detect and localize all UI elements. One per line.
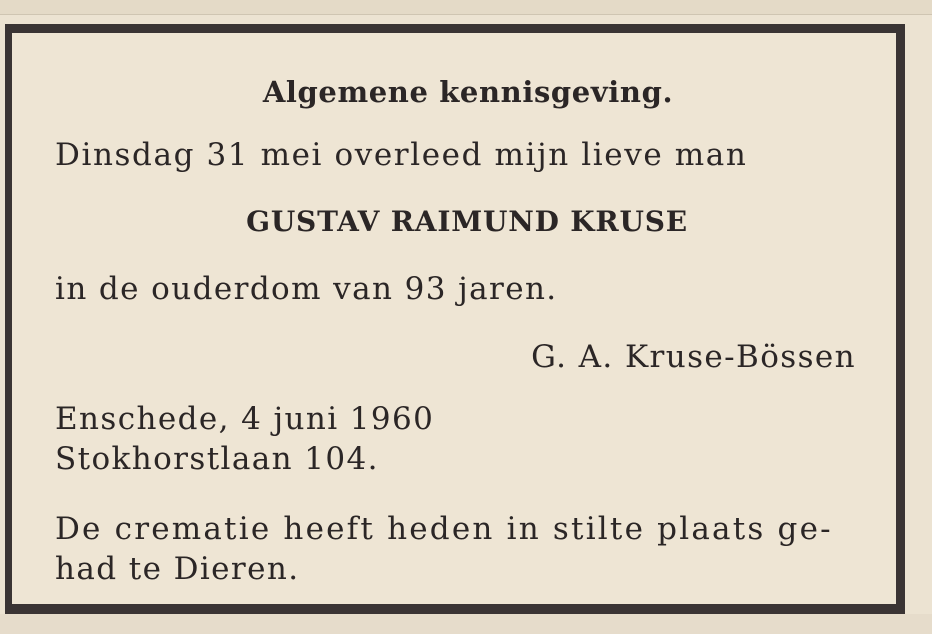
signatory: G. A. Kruse-Bössen [531, 339, 856, 375]
death-notice [5, 24, 905, 614]
place-and-date: Enschede, 4 juni 1960 [55, 401, 435, 437]
notice-heading: Algemene kennisgeving. [262, 75, 674, 109]
address-line: Stokhorstlaan 104. [55, 441, 379, 477]
page-bottom-margin [0, 614, 932, 634]
page-top-margin [0, 0, 932, 15]
deceased-name: GUSTAV RAIMUND KRUSE [246, 205, 688, 238]
cremation-line-2: had te Dieren. [55, 551, 300, 587]
cremation-line-1: De crematie heeft heden in stilte plaats ge- [55, 511, 833, 547]
death-announcement-line: Dinsdag 31 mei overleed mijn lieve man [55, 137, 748, 173]
age-line: in de ouderdom van 93 jaren. [55, 271, 558, 307]
